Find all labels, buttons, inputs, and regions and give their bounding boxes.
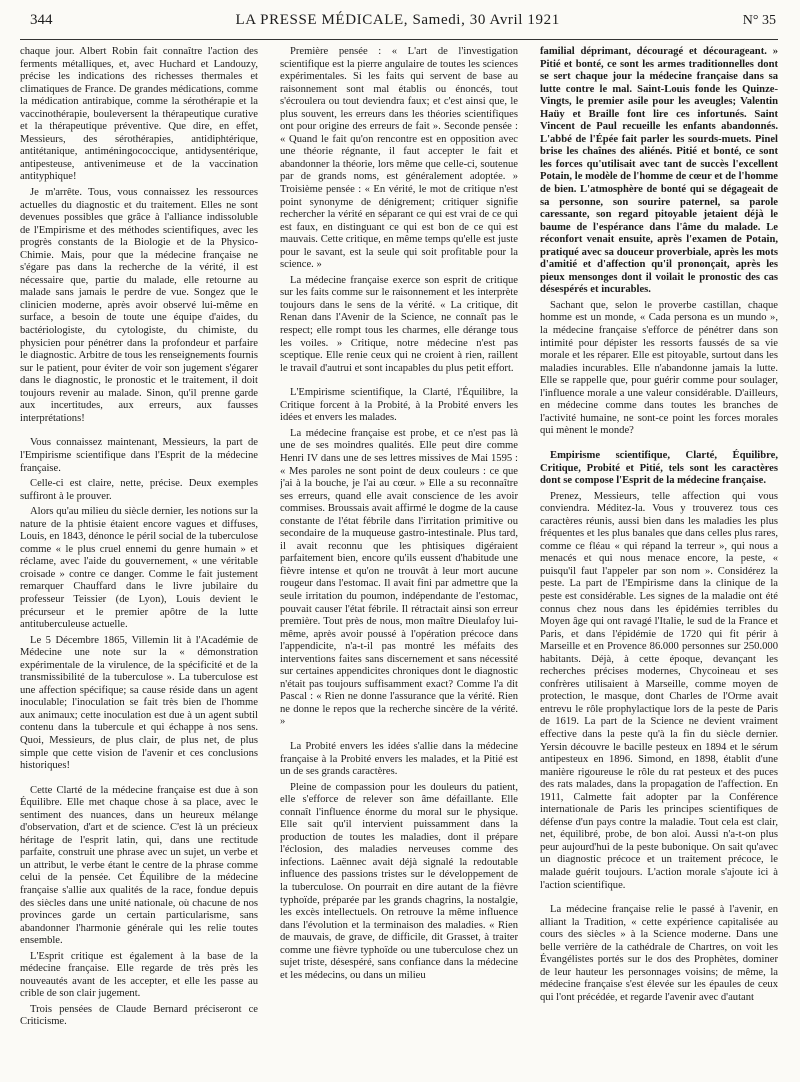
paragraph: La Probité envers les idées s'allie dans la médecine française à la Probité envers les malades, et la Pitié est un de ses grands caractères.	[280, 740, 518, 778]
paragraph: Cette Clarté de la médecine française est due à son Équilibre. Elle met chaque chose à sa place, avec le sentiment des nuances, dans un heureux mélange d'observation, d'art et de science. C'est là un précieux héritage de l'esprit latin, qui, dans une rectitude parfaite, construit une phrase avec un sujet, un verbe et un attribut, le verbe étant le centre de la phrase comme celui de la pensée. Cet Équilibre de la médecine française s'allie aux qualités de la race, fondue depuis des siècles dans une unité nationale, où chacune de nos provinces garde un certain particularisme, sans abandonner l'harmonie générale qui les relie toutes ensemble.	[20, 784, 258, 947]
column-middle	[280, 46, 518, 1072]
page-header	[20, 12, 778, 40]
paragraph: L'Empirisme scientifique, la Clarté, l'Équilibre, la Critique forcent à la Probité, à la Probité envers les idées et envers les malades.	[280, 387, 518, 424]
paragraph: Pleine de compassion pour les douleurs du patient, elle s'efforce de relever son âme défaillante. Elle connaît l'influence énorme du moral sur le physique. Elle sait qu'il intervient puissamment dans la production de toutes les maladies, dont il prépare l'éclosion, des maladies nerveuses comme des infections. Laënnec avait déjà signalé la redoutable influence des passions tristes sur le développement de la tuberculose. On pourrait en dire autant de la fièvre typhoïde, préparée par les grands chagrins, la nostalgie, les excès intellectuels. On retrouve la même influence dans l'évolution et la terminaison des maladies. « Rien de mauvais, de grave, de difficile, dit Grasset, à traiter comme une fièvre typhoïde ou une tuberculose chez un sujet triste, désespéré, sans confiance dans la médecine et les médecins, ou dans un milieu	[280, 781, 518, 981]
issue-number: N° 35	[742, 13, 776, 28]
text-columns	[20, 46, 778, 1072]
paragraph: Alors qu'au milieu du siècle dernier, les notions sur la nature de la phtisie étaient encore vagues et diffuses, Louis, en 1843, dénonce le péril social de la tuberculose comme « le plus cruel ennemi du genre humain » et réclame, avec l'aide du gouvernement, « une véritable croisade » contre ce danger. Comme le fait justement remarquer Chauffard dans le livre jubilaire du professeur Teissier (de Lyon), Louis devient le précurseur et le premier apôtre de la lutte antituberculeuse actuelle.	[20, 506, 258, 631]
paragraph: Première pensée : « L'art de l'investigation scientifique est la pierre angulaire de toutes les sciences expérimentales. Si les faits qui servent de base au raisonnement sont mal établis ou énoncés, tout s'écroulera ou tout deviendra faux; et c'est ainsi que, le plus souvent, les erreurs dans les théories scientifiques ont pour origine des erreurs de fait ». Seconde pensée : « Quand le fait qu'on rencontre est en opposition avec une théorie régnante, il faut accepter le fait et abandonner la théorie, lors même que celle-ci, soutenue par de grands noms, est généralement adoptée. » Troisième pensée : « En vérité, le mot de critique n'est point synonyme de dénigrement; critiquer signifie rechercher la vérité en séparant ce qui est vrai de ce qui est faux, en distinguant ce qui est bon de ce qui est mauvais. Cette critique, en même temps qu'elle est juste pour le savant, est la seule qui soit profitable pour la science. »	[280, 46, 518, 271]
journal-title: LA PRESSE MÉDICALE, Samedi, 30 Avril 1921	[235, 12, 560, 28]
paragraph: Prenez, Messieurs, telle affection qui vous conviendra. Méditez-la. Vous y trouverez tous ces caractères réunis, aussi bien dans les maladies les plus fréquentes et les plus banales que dans celles plus rares, comme ce fléau « qui répand la terreur », qui nous a menacés et qui nous menace encore, la peste, « puisqu'il faut l'appeler par son nom ». Considérez la peste. La part de l'Empirisme dans la clinique de la peste est considérable. Les signes de la maladie ont été connus chez nous dans les épidémies terribles du Moyen âge qui ont ravagé l'Italie, le sud de la France et Paris, et dans l'épidémie de 1720 qui fit périr à Marseille et en Provence 86.000 personnes sur 250.000 habitants. Déjà, à cette époque, devançant les recherches précises modernes, Chycoineau et ses confrères utilisaient à Marseille, comme moyen de protection, le masque, dont Charles de l'Orme avait entrevu le rôle prophylactique lors de la peste de Paris de 1619. La part de la Science ne devient vraiment effective dans la peste qu'à la fin du siècle dernier. Yersin découvre le bacille pesteux en 1894 et le sérum antipesteux en 1896. Simond, en 1898, établit d'une manière rigoureuse le rôle du rat pesteux et des puces des rats malades, dans la propagation de l'affection. En 1911, Calmette fait adopter par la Conférence internationale de Paris les principes scientifiques de défense d'un pays contre la maladie. Tout cela est clair, net, équilibré, probe, de bon aloi. Aussi n'a-t-on plus peur aujourd'hui de la peste bubonique. On sait qu'avec un diagnostic précoce et un traitement précoce, le malade guérit toujours. L'action morale s'ajoute ici à l'action scientifique.	[540, 490, 778, 891]
paragraph: Sachant que, selon le proverbe castillan, chaque homme est un monde, « Cada persona es un mundo », la médecine française s'efforce de pénétrer dans son intimité pour dépister les ressorts faussés de sa vie morale et les réparer. Elle est pitoyable, surtout dans les maladies incurables. Elle n'abandonne jamais la lutte. Elle se rappelle que, pour guérir comme pour soulager, l'influence morale a une valeur considérable. D'ailleurs, en médecine comme dans toutes les branches de l'activité humaine, ne sont-ce point les forces morales qui mènent le monde?	[540, 299, 778, 437]
paragraph: Celle-ci est claire, nette, précise. Deux exemples suffiront à le prouver.	[20, 478, 258, 502]
column-right	[540, 46, 778, 1072]
paragraph: La médecine française exerce son esprit de critique sur les faits comme sur le raisonnement et les interprète toujours dans le sens de la vérité. « La critique, dit Renan dans l'Avenir de la Science, ne connaît pas le respect; elle rompt tous les charmes, elle dérange tous les voiles. » Critique, notre médecine n'est pas sceptique. Elle renie ceux qui ne croient à rien, raillent le travail d'autrui et sont incapables du plus petit effort.	[280, 274, 518, 374]
paragraph: familial déprimant, découragé et décourageant. » Pitié et bonté, ce sont les armes traditionnelles dont se sert chaque jour la médecine française dans sa lutte contre le mal. Saint-Louis fonde les Quinze-Vingts, le premier asile pour les aveugles; Valentin Haüy et Braille font lire ces infortunés. Saint Vincent de Paul recueille les enfants abandonnés. L'abbé de l'Épée fait parler les sourds-muets. Pinel brise les chaînes des aliénés. Pitié et bonté, ce sont les forces qu'utilisait avec tant de succès l'excellent Potain, le modèle de l'homme de cœur et de l'homme de bien. L'atmosphère de bonté qui se dégageait de sa personne, son sourire paternel, sa parole caressante, son regard pitoyable jetaient déjà le baume de l'espérance dans l'âme du malade. Le réconfort venait ensuite, après l'examen de Potain, pratiqué avec sa douceur proverbiale, après les mots d'amitié et d'affection qu'il prononçait, après les pieux mensonges dont il voilait le pronostic des cas désespérés et incurables.	[540, 46, 778, 296]
paragraph: Trois pensées de Claude Bernard préciseront ce Criticisme.	[20, 1003, 258, 1028]
paragraph: Le 5 Décembre 1865, Villemin lit à l'Académie de Médecine une note sur la « démonstration expérimentale de la virulence, de la spécificité et de la transmissibilité de la tuberculose ». La tuberculose est une affection spécifique; sa cause réside dans un agent inoculable; l'inoculation se fait très bien de l'homme aux animaux; cette inoculation est due à un agent subtil contenu dans la tubercule et qui échappe à nos sens. Quoi, Messieurs, de plus clair, de plus net, de plus simple que cette vision de l'avenir et ces conclusions historiques!	[20, 634, 258, 772]
paragraph: La médecine française relie le passé à l'avenir, en alliant la Tradition, « cette expérience capitalisée au cours des siècles » à la Science moderne. Dans une belle verrière de la cathédrale de Chartres, on voit les Évangélistes portés sur le dos des Prophètes, dominer de leur hauteur les personnages voisins; de même, la médecine française s'est élevée sur les épaules de ceux qui l'ont précédée, et regarde l'avenir avec d'autant	[540, 904, 778, 1003]
paragraph: Empirisme scientifique, Clarté, Équilibre, Critique, Probité et Pitié, tels sont les caractères dont se compose l'Esprit de la médecine française.	[540, 449, 778, 487]
paragraph: chaque jour. Albert Robin fait connaître l'action des ferments métalliques, et, avec Huchard et Landouzy, précise les indications des richesses thermales et climatiques de France. De grandes médications, comme la médication antirabique, comme la sérothérapie et la vaccinothérapie, bouleversent la thérapeutique curative et la thérapeutique préventive. Que dire, en effet, Messieurs, des sérothérapies, antidiphtérique, antitétanique, antiméningococcique, antidysentérique, antipesteuse, antivenimeuse et de la vaccination antityphique!	[20, 46, 258, 183]
page-number: 344	[30, 12, 53, 28]
column-left	[20, 46, 258, 1072]
paragraph: Vous connaissez maintenant, Messieurs, la part de l'Empirisme scientifique dans l'Esprit de la médecine française.	[20, 437, 258, 474]
paragraph: La médecine française est probe, et ce n'est pas là une de ses moindres qualités. Elle peut dire comme Henri IV dans une de ses lettres missives de Mai 1595 : « Mes paroles ne sont point de deux couleurs : ce que j'ai à la bouche, je l'ai au cœur. » Elle a su reconnaître ses erreurs, quand elle avait conscience de les avoir commises. Broussais avait affirmé le dogme de la cause constante de l'état fébrile dans l'irritation primitive ou secondaire de la muqueuse gastro-intestinale. Plus tard, il avait reconnu que les phtisiques digéraient parfaitement bien, encore qu'ils eussent d'habitude une fièvre intense et qu'on ne trouvât à leur mort aucune rougeur dans l'estomac. Il avait fini par admettre que la seule irritation du poumon, indépendante de l'estomac, pouvait causer l'état fébrile. Il rétractait ainsi son erreur première. Tout près de nous, mon maître Dieulafoy lui-même, après avoir poussé à l'opération précoce dans l'appendicite, n'a-t-il pas montré les méfaits des interventions faites sans discernement et sans nécessité sur certaines appendicites chroniques dont le diagnostic n'était pas toujours suffisamment exact? Comme l'a dit Pascal : « Rien ne donne l'assurance que la vérité. Rien ne donne le repos que la recherche sincère de la vérité. »	[280, 427, 518, 728]
paragraph: Je m'arrête. Tous, vous connaissez les ressources actuelles du diagnostic et du traitement. Elles ne sont devenues possibles que grâce à l'alliance indissoluble de l'Empirisme et des méthodes scientifiques, avec les progrès constants de la Biologie et de la Physico-Chimie. Mais, pour que la médecine française ne s'égare pas dans la recherche de la vérité, il est nécessaire que, partie du malade, elle retourne au malade sans jamais le perdre de vue. Songez que le clinicien moderne, après avoir observé lui-même en surface, a besoin de toute une équipe d'aides, du bactériologiste, du cytologiste, du chimiste, du physicien pour pénétrer dans la profondeur et parfaire le diagnostic. Arbitre de tous les renseignements fournis sur le patient, pour éviter de voir son jugement s'égarer dans le diagnostic, le pronostic et le traitement, il doit toujours revenir au malade. Sinon, qu'il prenne garde aux incertitudes, aux erreurs, aux fausses interprétations!	[20, 187, 258, 424]
paragraph: L'Esprit critique est également à la base de la médecine française. Elle regarde de très près les nouveautés avant de les accepter, et elle les passe au crible de son clair jugement.	[20, 950, 258, 1000]
